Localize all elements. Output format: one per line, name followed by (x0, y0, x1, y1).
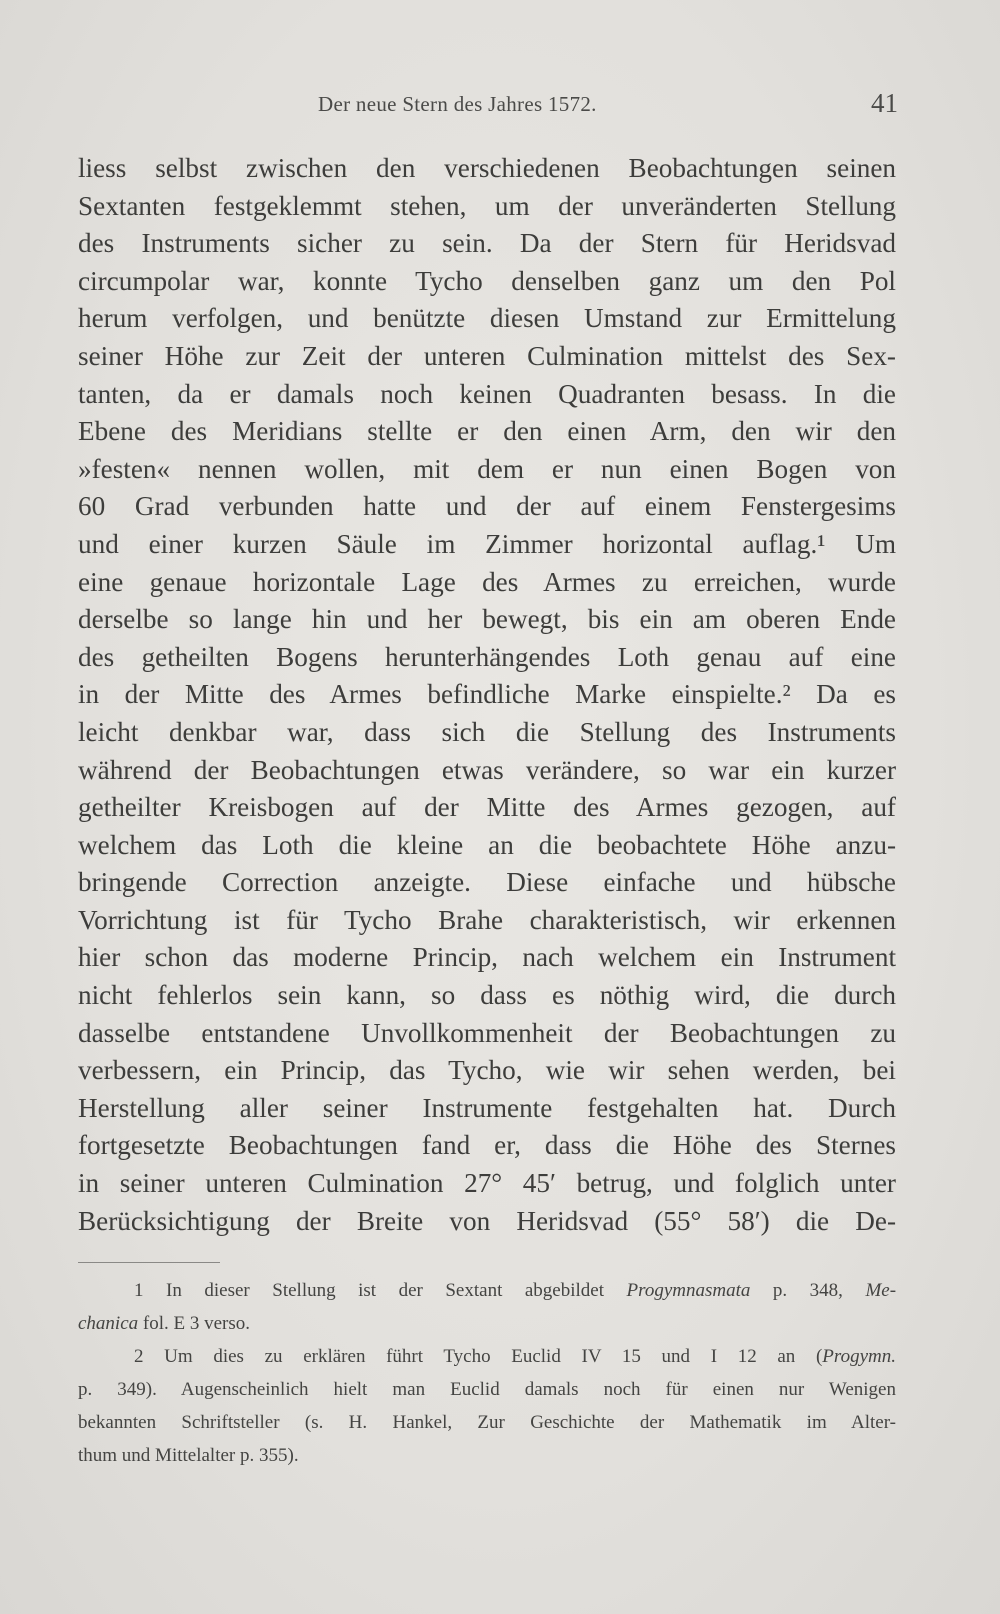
body-line: in seiner unteren Culmination 27° 45′ betrug, und folglich unter (78, 1168, 896, 1199)
body-line: Sextanten festgeklemmt stehen, um der unveränderten Stellung (78, 190, 896, 221)
footnote-marker: 1 (134, 1280, 144, 1301)
body-text (78, 150, 896, 1240)
body-line: bringende Correction anzeigte. Diese einfache und hübsche (78, 867, 896, 898)
footnotes (78, 1274, 896, 1472)
body-line: getheilter Kreisbogen auf der Mitte des Armes gezogen, auf (78, 792, 896, 823)
body-line: tanten, da er damals noch keinen Quadranten besass. In die (78, 378, 896, 409)
body-line: fortgesetzte Beobachtungen fand er, dass die Höhe des Sternes (78, 1130, 896, 1161)
body-line: circumpolar war, konnte Tycho denselben ganz um den Pol (78, 265, 896, 296)
body-line: während der Beobachtungen etwas verändere, so war ein kurzer (78, 754, 896, 785)
footnote-italic: Me- (865, 1280, 897, 1301)
body-line: herum verfolgen, und benützte diesen Umstand zur Ermittelung (78, 303, 896, 334)
footnote-2-continued: thum und Mittelalter p. 355). (78, 1445, 299, 1466)
body-line: dasselbe entstandene Unvollkommenheit der Beobachtungen zu (78, 1017, 896, 1048)
body-line: derselbe so lange hin und her bewegt, bis ein am oberen Ende (78, 604, 896, 635)
footnote-text: In dieser Stellung ist der Sextant abgebildet (166, 1280, 627, 1301)
body-line: verbessern, ein Princip, das Tycho, wie wir sehen werden, bei (78, 1055, 896, 1086)
footnote-rule (78, 1262, 220, 1263)
body-line: hier schon das moderne Princip, nach welchem ein Instrument (78, 942, 896, 973)
body-line: nicht fehlerlos sein kann, so dass es nöthig wird, die durch (78, 980, 896, 1011)
body-line: in der Mitte des Armes befindliche Marke einspielte.² Da es (78, 679, 896, 710)
footnote-2-continued: p. 349). Augenscheinlich hielt man Euclid damals noch für einen nur Wenigen (78, 1379, 896, 1400)
running-header (78, 88, 898, 122)
body-line: und einer kurzen Säule im Zimmer horizontal auflag.¹ Um (78, 528, 896, 559)
body-line: Herstellung aller seiner Instrumente festgehalten hat. Durch (78, 1092, 896, 1123)
body-line: eine genaue horizontale Lage des Armes zu erreichen, wurde (78, 566, 896, 597)
body-line: 60 Grad verbunden hatte und der auf einem Fenstergesims (78, 491, 896, 522)
body-line: Ebene des Meridians stellte er den einen Arm, den wir den (78, 416, 896, 447)
footnote-text: Um dies zu erklären führt Tycho Euclid IV 15 und I 12 an ( (164, 1346, 823, 1367)
footnote-2-continued: bekannten Schriftsteller (s. H. Hankel, Zur Geschichte der Mathematik im Alter- (78, 1412, 896, 1433)
body-line: seiner Höhe zur Zeit der unteren Culmination mittelst des Sex- (78, 340, 896, 371)
body-line: des Instruments sicher zu sein. Da der Stern für Heridsvad (78, 228, 896, 259)
body-line: liess selbst zwischen den verschiedenen Beobachtungen seinen (78, 153, 896, 183)
footnote-italic: Progymnasmata (626, 1280, 751, 1301)
body-line: leicht denkbar war, dass sich die Stellung des Instruments (78, 716, 896, 747)
body-line: des getheilten Bogens herunterhängendes Loth genau auf eine (78, 641, 896, 672)
body-line: Berücksichtigung der Breite von Heridsvad (55° 58′) die De- (78, 1205, 896, 1236)
footnote-text: p. 348, (750, 1280, 866, 1301)
body-line: welchem das Loth die kleine an die beobachtete Höhe anzu- (78, 829, 896, 860)
footnote-italic: chanica (78, 1313, 139, 1334)
footnote-2 (78, 1340, 896, 1373)
page-number: 41 (871, 88, 898, 118)
footnote-marker: 2 (134, 1346, 144, 1367)
footnote-italic: Progymn. (822, 1346, 896, 1367)
footnote-text: fol. E 3 verso. (138, 1313, 251, 1334)
body-line: Vorrichtung ist für Tycho Brahe charakteristisch, wir erkennen (78, 904, 896, 935)
running-title: Der neue Stern des Jahres 1572. (318, 92, 597, 116)
footnote-1 (78, 1274, 896, 1307)
footnote-1-continued (78, 1307, 896, 1340)
body-line: »festen« nennen wollen, mit dem er nun einen Bogen von (78, 453, 896, 484)
